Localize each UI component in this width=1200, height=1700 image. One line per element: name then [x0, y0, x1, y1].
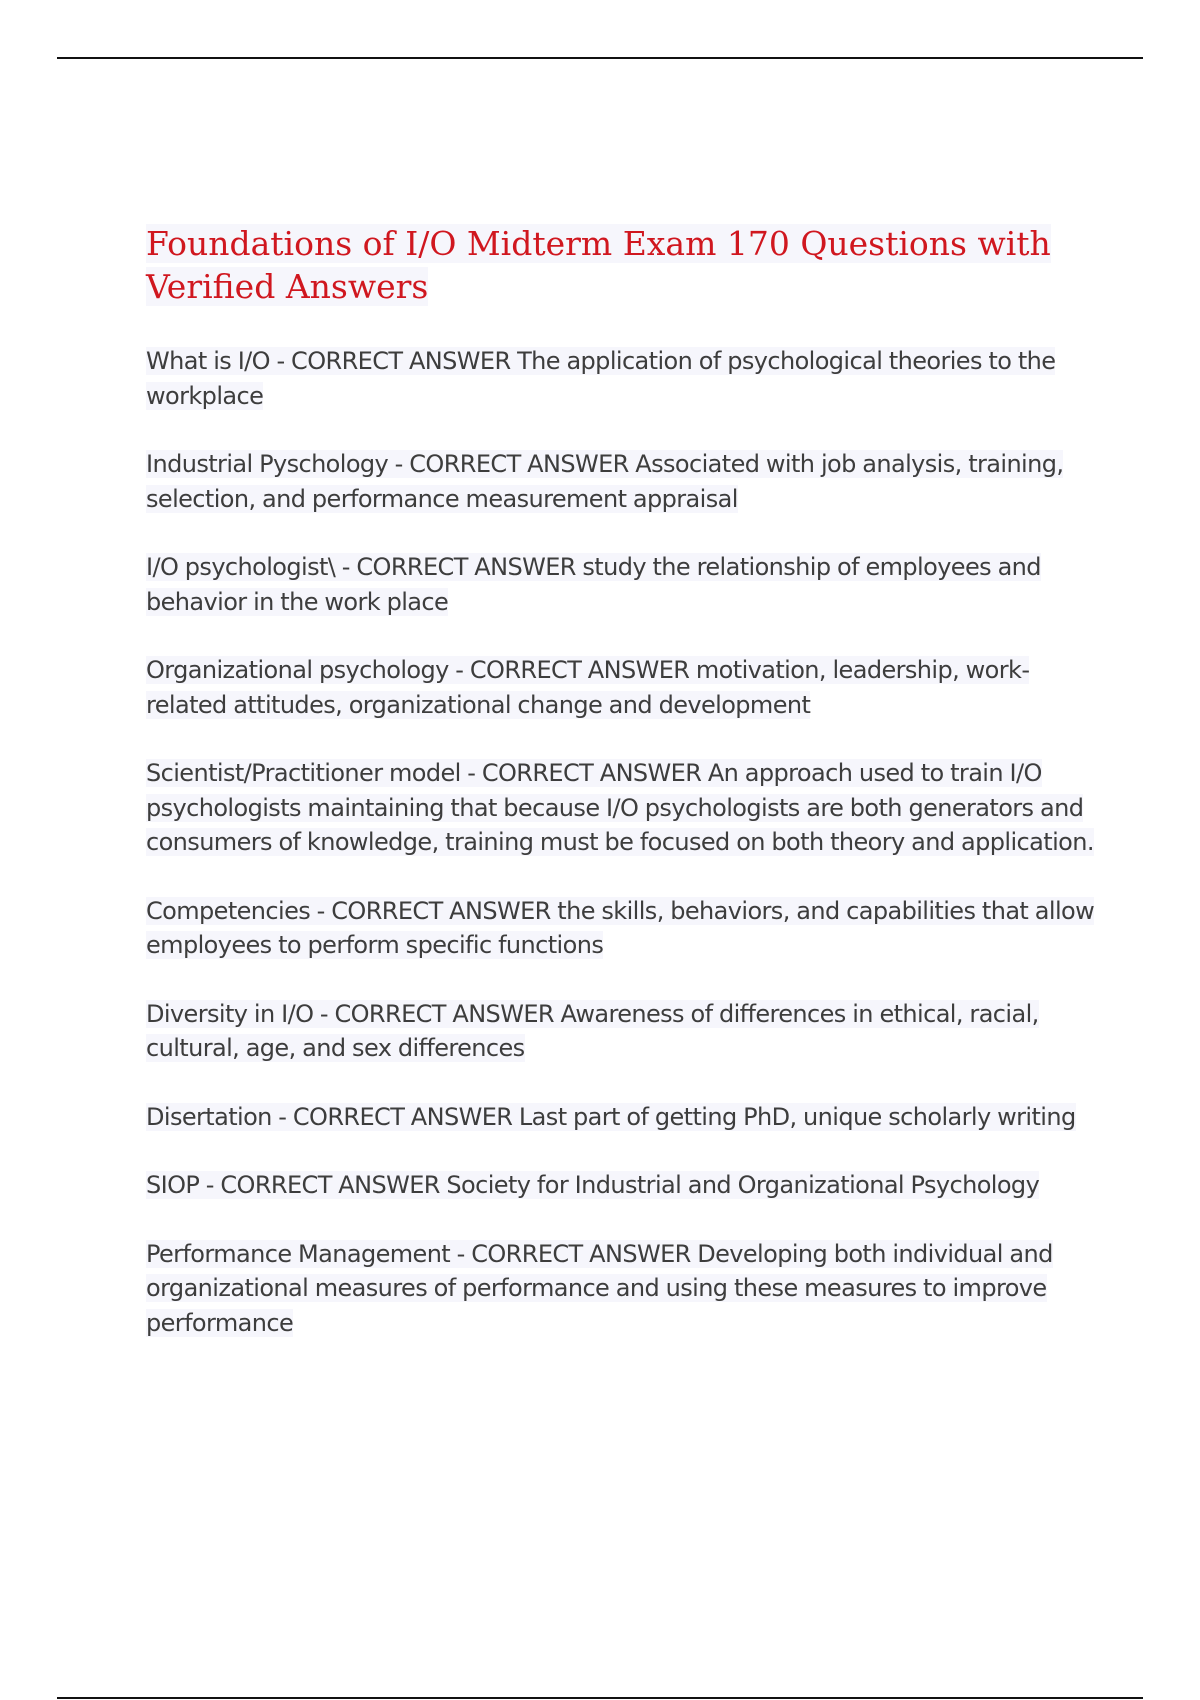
document-body — [146, 222, 1096, 1374]
document-title-text: Foundations of I/O Midterm Exam 170 Questions with Verified Answers — [146, 224, 1051, 306]
qa-entry — [146, 344, 1096, 413]
qa-entry — [146, 653, 1096, 722]
qa-entry-text: Scientist/Practitioner model - CORRECT ANSWER An approach used to train I/O psychologists maintaining that because I/O psychologists are both generators and consumers of knowledge, training must be focused on both theory and application. — [146, 759, 1094, 856]
qa-entry — [146, 756, 1096, 860]
qa-entry-text: Disertation - CORRECT ANSWER Last part of getting PhD, unique scholarly writing — [146, 1102, 1076, 1131]
qa-entry-text: Competencies - CORRECT ANSWER the skills, behaviors, and capabilities that allow employees to perform specific functions — [146, 896, 1095, 959]
qa-entry — [146, 1237, 1096, 1341]
qa-entry — [146, 447, 1096, 516]
qa-entry-text: Diversity in I/O - CORRECT ANSWER Awareness of differences in ethical, racial, cultural, age, and sex differences — [146, 999, 1039, 1062]
document-title — [146, 222, 1096, 308]
bottom-rule — [57, 1697, 1143, 1699]
qa-entry — [146, 894, 1096, 963]
qa-entry — [146, 550, 1096, 619]
qa-entry-text: SIOP - CORRECT ANSWER Society for Industrial and Organizational Psychology — [146, 1171, 1040, 1199]
qa-entry — [146, 1100, 1096, 1135]
qa-entry-text: Industrial Pyschology - CORRECT ANSWER Associated with job analysis, training, selection, and performance measurement appraisal — [146, 450, 1064, 513]
top-rule — [57, 57, 1143, 59]
qa-entry-text: What is I/O - CORRECT ANSWER The application of psychological theories to the workplace — [146, 347, 1056, 410]
qa-entry — [146, 997, 1096, 1066]
qa-entry — [146, 1168, 1096, 1203]
qa-entry-text: I/O psychologist\ - CORRECT ANSWER study the relationship of employees and behavior in the work place — [146, 553, 1041, 616]
qa-entry-text: Organizational psychology - CORRECT ANSWER motivation, leadership, work-related attitudes, organizational change and development — [146, 656, 1030, 719]
qa-entry-text: Performance Management - CORRECT ANSWER Developing both individual and organizational measures of performance and using these measures to improve performance — [146, 1239, 1053, 1337]
